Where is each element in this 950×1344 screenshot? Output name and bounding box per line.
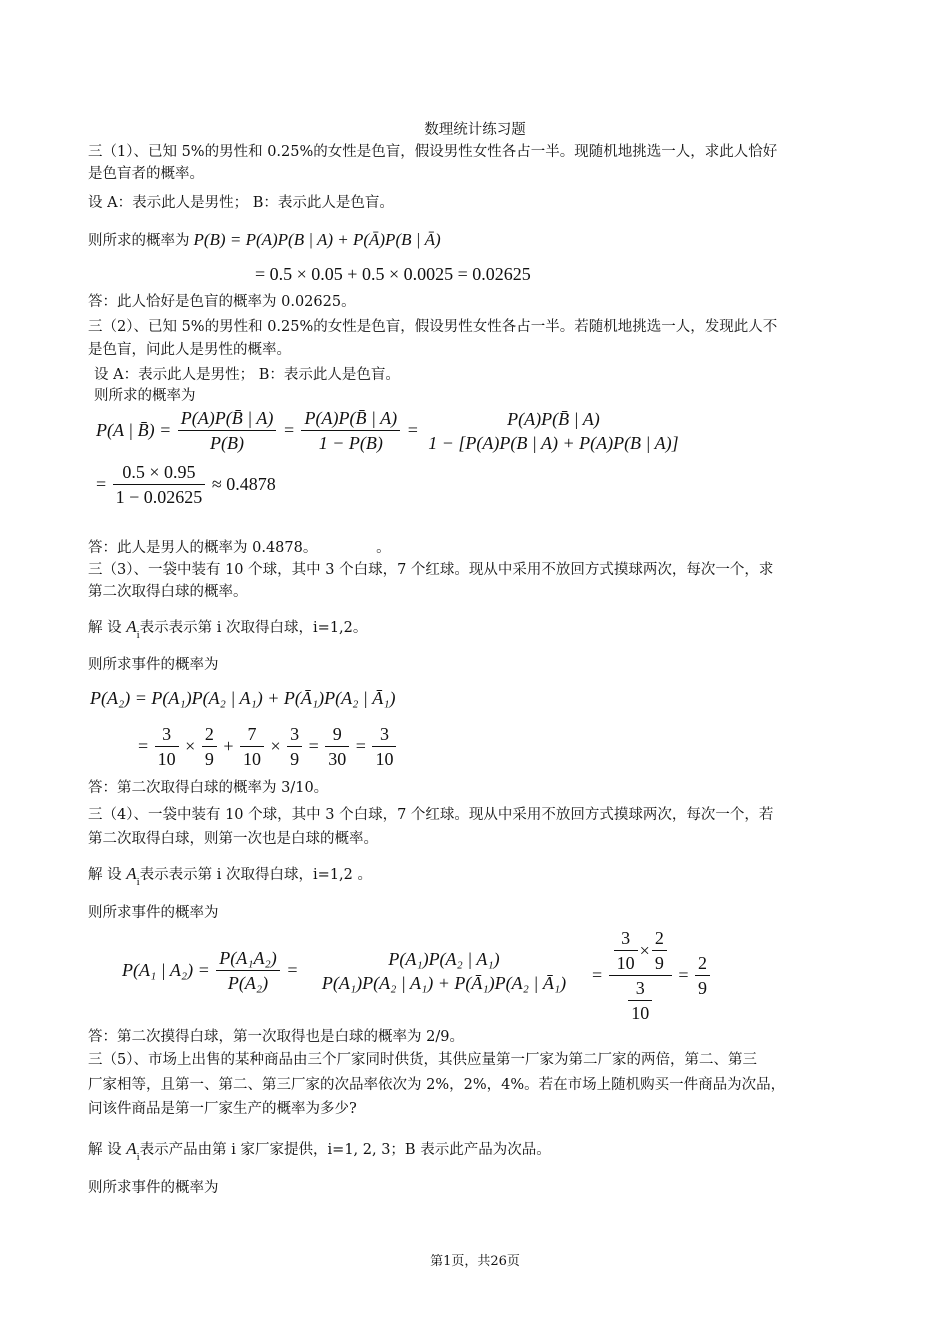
- p3-frac-c-num: 7: [240, 722, 264, 747]
- p4-equation-result: = $\frac{3}{10}$ × $\frac{2}{9}$ $\frac{3}{10}$ = $\frac{2}{9}$: [592, 926, 712, 1025]
- p1-answer: 答：此人恰好是色盲的概率为 0.02625。: [88, 294, 356, 310]
- p5-setup-sub: i: [136, 1151, 140, 1163]
- p3-frac-f: [372, 722, 396, 771]
- p4-equation: P(A₁ | A₂) = $\frac{\text{P(A₁A₂)}}{\text{P(A₂)}}$ = P(A₁)P(A₂ | A₁) P(A₁)P(A₂ | A₁) + P(Ā₁)P(A₂ | Ā₁): [122, 946, 571, 995]
- p2-fraction-1: [178, 406, 277, 455]
- p2-approx: ≈ 0.4878: [211, 474, 276, 494]
- p3-frac-f-den: 10: [375, 749, 394, 769]
- p2-fraction-4-den: 1 − 0.02625: [115, 487, 203, 507]
- p4-question-line1: 三（4）、一袋中装有 10 个球，其中 3 个白球，7 个红球。现从中采用不放回方式摸球两次，每次一个，若: [88, 807, 774, 823]
- p4-setup-sub: i: [136, 876, 140, 888]
- p2-fraction-4-num: 0.5 × 0.95: [113, 460, 206, 485]
- p2-answer: [88, 538, 391, 558]
- p4-setup-suffix: 表示表示第 i 次取得白球，i=1,2 。: [139, 867, 372, 883]
- p3-frac-c-den: 10: [242, 749, 261, 769]
- p1-setup: 设 A：表示此人是男性； B：表示此人是色盲。: [88, 195, 394, 211]
- p3-frac-f-num: 3: [372, 722, 396, 747]
- p2-answer-tail: 。: [376, 540, 391, 556]
- p5-question-line3: 问该件商品是第一厂家生产的概率为多少?: [88, 1101, 357, 1117]
- p4-big-top-a: [614, 926, 638, 975]
- p4-result-num: 2: [695, 951, 710, 976]
- p4-result-fraction: [695, 951, 710, 1000]
- p2-equation-1: P(A | B̄) = $\frac{P(A)P(B̄ | A)}{P(B)}$ = $\frac{P(A)P(B̄ | A)}{1 - P(B)}$ = P(A)P(B̄ | A) 1 − [P(A)P(B | A) + P(A)P(B | A)]: [96, 406, 684, 455]
- p2-question-line1: 三（2）、已知 5%的男性和 0.25%的女性是色盲，假设男性女性各占一半。若随机地挑选一人，发现此人不: [88, 319, 778, 335]
- p3-frac-a-num: 3: [155, 722, 179, 747]
- p5-setup-prefix: 解 设: [88, 1142, 122, 1158]
- p1-lead: [88, 230, 441, 251]
- p3-answer: 答：第二次取得白球的概率为 3/10。: [88, 780, 329, 796]
- p4-fraction-1-den: P(A₂): [227, 973, 269, 993]
- p3-frac-a: [155, 722, 179, 771]
- p3-setup: [88, 617, 367, 645]
- p2-fraction-1-num: P(A)P(B̄ | A): [178, 406, 277, 431]
- p2-setup: 设 A：表示此人是男性； B：表示此人是色盲。: [94, 367, 400, 383]
- p4-big-fraction-den: [609, 976, 672, 1025]
- p4-result-den: 9: [697, 978, 707, 998]
- p2-question-line2: 是色盲，问此人是男性的概率。: [88, 342, 291, 358]
- p3-frac-c: [240, 722, 264, 771]
- p2-fraction-1-den: P(B): [210, 433, 245, 453]
- p3-lead: 则所求事件的概率为: [88, 657, 219, 673]
- p3-frac-b: [202, 722, 217, 771]
- p5-setup-var: A: [126, 1139, 137, 1158]
- p4-setup: [88, 864, 372, 892]
- p5-setup-suffix: 表示产品由第 i 家厂家提供，i=1, 2, 3；B 表示此产品为次品。: [139, 1142, 551, 1158]
- p3-frac-a-den: 10: [157, 749, 176, 769]
- p4-question-line2: 第二次取得白球，则第一次也是白球的概率。: [88, 831, 378, 847]
- p5-lead: 则所求事件的概率为: [88, 1180, 219, 1196]
- p2-fraction-3-den: 1 − [P(A)P(B | A) + P(A)P(B | A)]: [428, 432, 679, 453]
- p3-frac-d-num: 3: [287, 722, 302, 747]
- p3-setup-sub: i: [136, 629, 140, 641]
- p3-equation-2: = $\frac{3}{10}$ × $\frac{2}{9}$ + $\frac{7}{10}$ × $\frac{3}{9}$ = $\frac{9}{30}$ = $\frac{3}{10}$: [138, 722, 398, 771]
- p2-answer-text: 答：此人是男人的概率为 0.4878。: [88, 540, 311, 556]
- p4-big-top-a-num: 3: [614, 926, 638, 951]
- p5-question-line2: 厂家相等，且第一、第二、第三厂家的次品率依次为 2%，2%，4%。若在市场上随机购买一件商品为次品，: [88, 1077, 786, 1093]
- p4-big-top-a-den: 10: [616, 953, 635, 973]
- p4-big-fraction: [609, 926, 672, 1025]
- p2-lead: 则所求的概率为: [94, 388, 196, 404]
- p3-frac-e-num: 9: [325, 722, 349, 747]
- p4-fraction-2: [319, 947, 569, 995]
- p3-question-line1: 三（3）、一袋中装有 10 个球，其中 3 个白球，7 个红球。现从中采用不放回方式摸球两次，每次一个，求: [88, 562, 774, 578]
- p4-big-fraction-num: $\frac{3}{10}$ × $\frac{2}{9}$: [609, 926, 672, 976]
- p1-lead-text: 则所求的概率为: [88, 233, 190, 249]
- p2-fraction-4: [113, 460, 206, 509]
- p1-question-line1: 三（1）、已知 5%的男性和 0.25%的女性是色盲，假设男性女性各占一半。现随机地挑选一人，求此人恰好: [88, 144, 778, 160]
- p2-fraction-2-den: 1 − P(B): [318, 433, 383, 453]
- p3-frac-b-den: 9: [204, 749, 214, 769]
- p3-frac-d: [287, 722, 302, 771]
- p3-frac-b-num: 2: [202, 722, 217, 747]
- p3-frac-e-den: 30: [328, 749, 347, 769]
- p1-equation-1: P(B) = P(A)P(B | A) + P(Ā)P(B | Ā): [193, 230, 441, 249]
- p4-big-bot-num: 3: [628, 976, 652, 1001]
- p4-lead: 则所求事件的概率为: [88, 905, 219, 921]
- p5-setup: [88, 1139, 551, 1167]
- p2-fraction-3-num: P(A)P(B̄ | A): [507, 408, 600, 429]
- p4-big-top-b-num: 2: [652, 926, 667, 951]
- p3-frac-d-den: 9: [290, 749, 300, 769]
- p3-question-line2: 第二次取得白球的概率。: [88, 584, 248, 600]
- p4-setup-var: A: [126, 864, 137, 883]
- p4-fraction-2-num: P(A₁)P(A₂ | A₁): [388, 948, 500, 969]
- p4-lhs: P(A₁ | A₂) =: [122, 960, 210, 980]
- page-title: 数理统计练习题: [424, 122, 526, 138]
- p3-equation-1: P(A₂) = P(A₁)P(A₂ | A₁) + P(Ā₁)P(A₂ | Ā₁): [90, 688, 396, 708]
- p5-question-line1: 三（5）、市场上出售的某种商品由三个厂家同时供货，其供应量第一厂家为第二厂家的两倍，第二、第三: [88, 1052, 757, 1068]
- p2-equation-2: = $\frac{0.5 \times 0.95}{1 - 0.02625}$ ≈ 0.4878: [96, 462, 276, 507]
- p4-fraction-2-den: P(A₁)P(A₂ | A₁) + P(Ā₁)P(A₂ | Ā₁): [321, 972, 567, 993]
- p2-lhs: P(A | B̄) =: [96, 420, 172, 440]
- p2-fraction-2: [301, 406, 400, 455]
- p4-setup-prefix: 解 设: [88, 867, 122, 883]
- p3-frac-e: [325, 722, 349, 771]
- p3-setup-var: A: [126, 617, 137, 636]
- p4-big-bot: [628, 976, 652, 1025]
- p1-question-line2: 是色盲者的概率。: [88, 166, 204, 182]
- p4-answer: 答：第二次摸得白球，第一次取得也是白球的概率为 2/9。: [88, 1029, 464, 1045]
- p1-equation-2: = 0.5 × 0.05 + 0.5 × 0.0025 = 0.02625: [255, 264, 531, 284]
- p3-setup-suffix: 表示表示第 i 次取得白球，i=1,2。: [139, 620, 368, 636]
- p2-fraction-2-num: P(A)P(B̄ | A): [301, 406, 400, 431]
- p4-fraction-1-num: P(A₁A₂): [216, 946, 280, 971]
- p3-setup-prefix: 解 设: [88, 620, 122, 636]
- p4-big-top-b-den: 9: [654, 953, 664, 973]
- p4-big-top-b: [652, 926, 667, 975]
- p4-big-bot-den: 10: [631, 1003, 650, 1023]
- page-footer: 第1页，共26页: [430, 1254, 520, 1269]
- p2-fraction-3: [425, 407, 681, 455]
- p4-fraction-1: [216, 946, 280, 995]
